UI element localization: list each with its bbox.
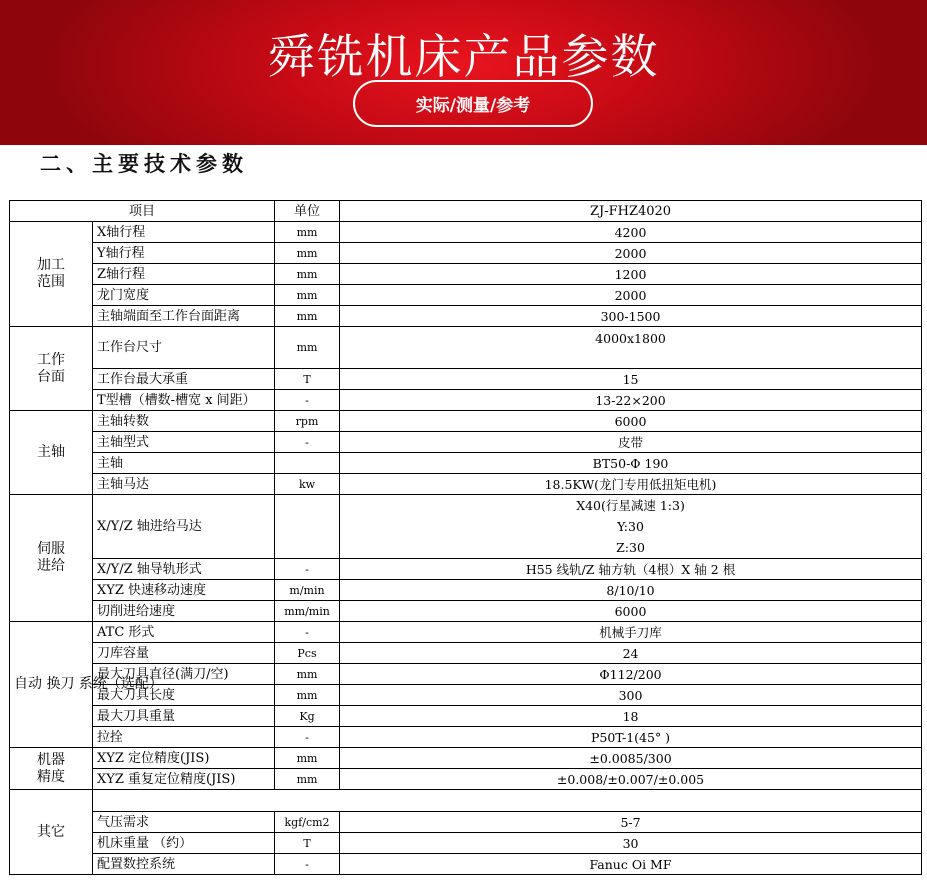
row-unit: Kg bbox=[275, 706, 340, 727]
row-unit: kw bbox=[275, 474, 340, 495]
row-value-multiline bbox=[340, 495, 922, 559]
row-unit bbox=[275, 495, 340, 559]
row-value: 300-1500 bbox=[340, 306, 922, 327]
row-value: 300 bbox=[340, 685, 922, 706]
row-unit: - bbox=[275, 390, 340, 411]
row-value: Φ112/200 bbox=[340, 664, 922, 685]
row-label: 配置数控系统 bbox=[93, 854, 275, 875]
row-unit: mm bbox=[275, 664, 340, 685]
row-value: 18 bbox=[340, 706, 922, 727]
row-value: P50T-1(45° ) bbox=[340, 727, 922, 748]
table-header-row bbox=[10, 201, 922, 222]
row-unit: mm bbox=[275, 285, 340, 306]
row-label: XYZ 定位精度(JIS) bbox=[93, 748, 275, 769]
row-label: 主轴端面至工作台面距离 bbox=[93, 306, 275, 327]
row-label: 主轴转数 bbox=[93, 411, 275, 432]
table-row bbox=[10, 833, 922, 854]
row-label: 工作台尺寸 bbox=[93, 327, 275, 369]
row-value: ±0.008/±0.007/±0.005 bbox=[340, 769, 922, 790]
row-label: 切削进给速度 bbox=[93, 601, 275, 622]
row-label: Z轴行程 bbox=[93, 264, 275, 285]
row-label: X轴行程 bbox=[93, 222, 275, 243]
feed-motor-y: Y:30 bbox=[617, 519, 644, 534]
header-item: 项目 bbox=[10, 201, 275, 222]
row-label: 主轴马达 bbox=[93, 474, 275, 495]
table-row bbox=[10, 643, 922, 664]
row-label: 刀库容量 bbox=[93, 643, 275, 664]
row-value: ±0.0085/300 bbox=[340, 748, 922, 769]
table-row bbox=[10, 559, 922, 580]
row-label: 工作台最大承重 bbox=[93, 369, 275, 390]
table-row bbox=[10, 369, 922, 390]
row-unit: mm bbox=[275, 243, 340, 264]
feed-motor-z: Z:30 bbox=[616, 540, 645, 555]
row-value: 15 bbox=[340, 369, 922, 390]
table-row bbox=[10, 812, 922, 833]
row-unit: - bbox=[275, 854, 340, 875]
row-unit: mm bbox=[275, 264, 340, 285]
row-value: 机械手刀库 bbox=[340, 622, 922, 643]
row-label: T型槽（槽数-槽宽 x 间距） bbox=[93, 390, 275, 411]
table-row bbox=[10, 411, 922, 432]
group-spindle: 主轴 bbox=[10, 411, 93, 495]
row-value: 4000x1800 bbox=[340, 327, 922, 369]
row-value: 6000 bbox=[340, 411, 922, 432]
row-value: H55 线轨/Z 轴方轨（4根）X 轴 2 根 bbox=[340, 559, 922, 580]
blank-row bbox=[93, 790, 922, 812]
table-row bbox=[10, 622, 922, 643]
row-unit: - bbox=[275, 432, 340, 453]
row-label: X/Y/Z 轴进给马达 bbox=[93, 495, 275, 559]
row-label: 最大刀具长度 bbox=[93, 685, 275, 706]
row-value: 4200 bbox=[340, 222, 922, 243]
row-unit: Pcs bbox=[275, 643, 340, 664]
feed-motor-x: X40(行星减速 1:3) bbox=[576, 498, 685, 513]
table-row bbox=[10, 748, 922, 769]
table-row bbox=[10, 432, 922, 453]
table-row bbox=[10, 285, 922, 306]
row-label: XYZ 快速移动速度 bbox=[93, 580, 275, 601]
row-unit: T bbox=[275, 833, 340, 854]
group-machining: 加工 范围 bbox=[10, 222, 93, 327]
row-unit: mm/min bbox=[275, 601, 340, 622]
row-unit bbox=[275, 453, 340, 474]
row-label: XYZ 重复定位精度(JIS) bbox=[93, 769, 275, 790]
table-row bbox=[10, 580, 922, 601]
group-other: 其它 bbox=[10, 790, 93, 875]
table-row bbox=[10, 222, 922, 243]
table-row bbox=[10, 854, 922, 875]
row-unit: - bbox=[275, 727, 340, 748]
row-unit: mm bbox=[275, 685, 340, 706]
group-worktable: 工作 台面 bbox=[10, 327, 93, 411]
table-row bbox=[10, 664, 922, 685]
section-title: 二、主要技术参数 bbox=[40, 151, 248, 176]
row-label: ATC 形式 bbox=[93, 622, 275, 643]
row-unit: kgf/cm2 bbox=[275, 812, 340, 833]
row-value: 8/10/10 bbox=[340, 580, 922, 601]
row-value: BT50-Φ 190 bbox=[340, 453, 922, 474]
group-precision: 机器 精度 bbox=[10, 748, 93, 790]
header-model: ZJ-FHZ4020 bbox=[340, 201, 922, 222]
table-row bbox=[10, 390, 922, 411]
row-label: 机床重量 （约） bbox=[93, 833, 275, 854]
table-row bbox=[10, 474, 922, 495]
row-label: 龙门宽度 bbox=[93, 285, 275, 306]
table-row bbox=[10, 264, 922, 285]
row-label: Y轴行程 bbox=[93, 243, 275, 264]
row-unit: mm bbox=[275, 769, 340, 790]
table-row bbox=[10, 769, 922, 790]
banner-title: 舜铣机床产品参数 bbox=[267, 30, 660, 85]
row-value: 2000 bbox=[340, 243, 922, 264]
group-feed: 伺服 进给 bbox=[10, 495, 93, 622]
row-label: 气压需求 bbox=[93, 812, 275, 833]
table-row bbox=[10, 453, 922, 474]
group-atc: 自动 换刀 系统（选配） bbox=[10, 622, 93, 748]
row-label: 主轴 bbox=[93, 453, 275, 474]
row-value: 30 bbox=[340, 833, 922, 854]
row-unit: mm bbox=[275, 222, 340, 243]
table-row bbox=[10, 685, 922, 706]
row-unit: T bbox=[275, 369, 340, 390]
table-row bbox=[10, 727, 922, 748]
row-value: 13-22×200 bbox=[340, 390, 922, 411]
row-value: 24 bbox=[340, 643, 922, 664]
table-row bbox=[10, 306, 922, 327]
row-unit: mm bbox=[275, 306, 340, 327]
banner-badge: 实际/测量/参考 bbox=[353, 80, 593, 127]
row-unit: mm bbox=[275, 748, 340, 769]
row-value: 6000 bbox=[340, 601, 922, 622]
row-label: 最大刀具重量 bbox=[93, 706, 275, 727]
row-unit: - bbox=[275, 622, 340, 643]
table-row bbox=[10, 327, 922, 369]
header-unit: 单位 bbox=[275, 201, 340, 222]
table-row bbox=[10, 495, 922, 559]
row-value: 皮带 bbox=[340, 432, 922, 453]
table-row bbox=[10, 601, 922, 622]
row-value: 5-7 bbox=[340, 812, 922, 833]
table-row bbox=[10, 706, 922, 727]
spec-table bbox=[9, 200, 922, 875]
row-value: Fanuc Oi MF bbox=[340, 854, 922, 875]
row-value: 18.5KW(龙门专用低扭矩电机) bbox=[340, 474, 922, 495]
table-row bbox=[10, 243, 922, 264]
row-label: 拉拴 bbox=[93, 727, 275, 748]
row-label: 主轴型式 bbox=[93, 432, 275, 453]
row-value: 1200 bbox=[340, 264, 922, 285]
row-unit: mm bbox=[275, 327, 340, 369]
row-unit: - bbox=[275, 559, 340, 580]
row-unit: m/min bbox=[275, 580, 340, 601]
row-unit: rpm bbox=[275, 411, 340, 432]
header-banner bbox=[0, 0, 927, 145]
row-value: 2000 bbox=[340, 285, 922, 306]
table-row bbox=[10, 790, 922, 812]
row-label: X/Y/Z 轴导轨形式 bbox=[93, 559, 275, 580]
row-label: 最大刀具直径(满刀/空) bbox=[93, 664, 275, 685]
